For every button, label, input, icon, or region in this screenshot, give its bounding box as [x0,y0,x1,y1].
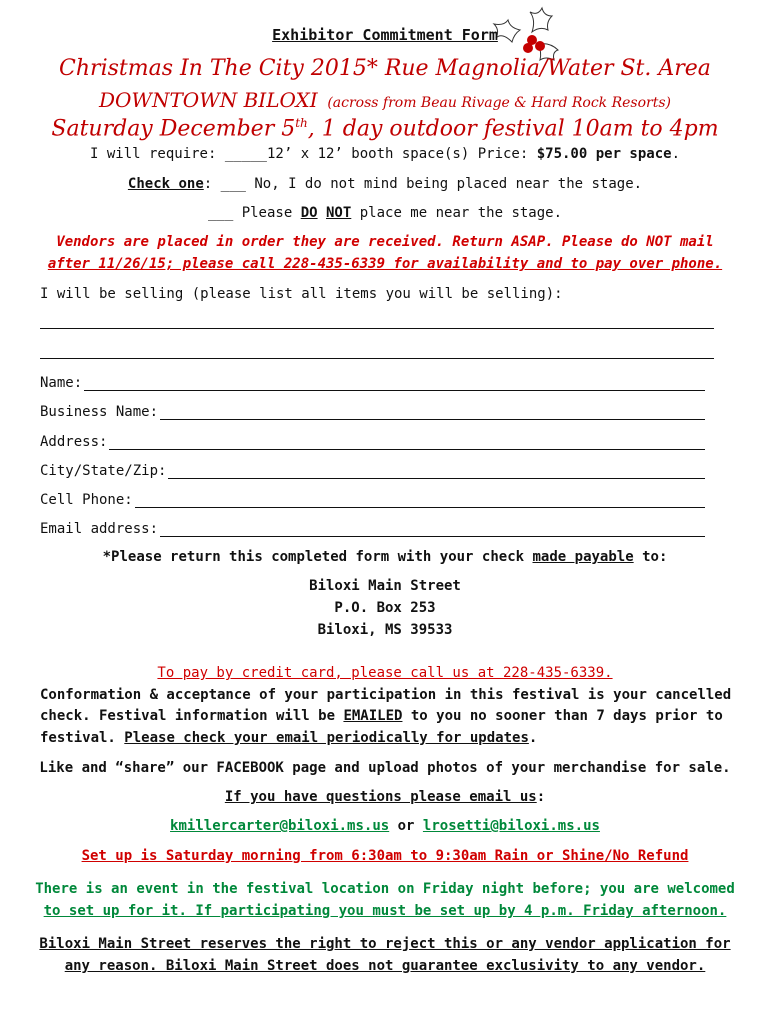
confirm-line-3 [40,730,730,746]
date-part-a: Saturday December 5 [51,116,296,142]
selling-line-1[interactable] [40,328,714,329]
selling-label: I will be selling (please list all items you will be selling): [40,286,563,302]
made-payable: made payable [532,549,634,565]
confirm-line-2 [40,708,730,724]
event-date [0,116,770,141]
email-rule[interactable] [160,522,705,537]
credit-card-notice: To pay by credit card, please call us at 228-435-6339. [157,665,613,681]
business-rule[interactable] [160,405,705,420]
emails-or: or [389,818,423,834]
updates-text: Please check your email periodically for updates [124,730,529,746]
cell-rule[interactable] [135,493,705,508]
opt2-text-b: place me near the stage. [351,205,563,221]
address-rule[interactable] [109,435,705,450]
name-rule[interactable] [84,376,705,391]
date-part-b: , 1 day outdoor festival 10am to 4pm [307,116,719,142]
address-line-3: Biloxi, MS 39533 [317,622,453,638]
selling-line-2[interactable] [40,358,714,359]
confirm-2b: to you no sooner than 7 days prior to [402,708,723,724]
city-state-zip-field[interactable] [40,461,705,479]
check-one-label: Check one [127,176,204,192]
booth-text-a: I will require: [89,146,225,162]
emailed-word: EMAILED [343,708,403,724]
business-label: Business Name: [40,404,159,420]
cell-phone-field[interactable] [40,490,705,508]
booth-count-blank[interactable]: _____ [224,146,267,162]
opt2-do: DO [300,205,318,221]
return-instruction [0,549,770,565]
event-location [0,88,770,112]
email-link-lrosetti[interactable]: lrosetti@biloxi.ms.us [422,818,600,834]
name-field[interactable] [40,373,705,391]
facebook-line: Like and “share” our FACEBOOK page and upload photos of your merchandise for sale. [39,760,731,776]
option-near-stage[interactable]: ___ No, I do not mind being placed near the stage. [220,176,643,192]
questions-colon: : [536,789,546,805]
confirm-3a: festival. [40,730,125,746]
email-link-kmillercarter[interactable]: kmillercarter@biloxi.ms.us [170,818,390,834]
name-label: Name: [40,375,83,391]
booth-price: $75.00 per space [536,146,672,162]
business-name-field[interactable] [40,402,705,420]
friday-line-1: There is an event in the festival location on Friday night before; you are welcomed [35,881,735,897]
option-not-near-stage[interactable] [0,205,770,221]
return-text-a: *Please return this completed form with your check [102,549,533,565]
across-label: (across from Beau Rivage & Hard Rock Resorts) [327,95,672,111]
setup-notice: Set up is Saturday morning from 6:30am to 9:30am Rain or Shine/No Refund [81,848,689,864]
check-one-colon: : [203,176,213,192]
booth-line [0,146,770,162]
confirm-2a: check. Festival information will be [40,708,344,724]
return-text-b: to: [633,549,668,565]
questions-line [0,789,770,805]
reserve-line-1: Biloxi Main Street reserves the right to reject this or any vendor application for [39,936,731,952]
email-field[interactable] [40,519,705,537]
friday-line-2: to set up for it. If participating you must be set up by 4 p.m. Friday afternoon. [43,903,727,919]
address-line-2: P.O. Box 253 [334,600,436,616]
date-sup: th [295,116,308,130]
contact-emails [0,818,770,834]
booth-text-b: 12’ x 12’ booth space(s) Price: [267,146,537,162]
booth-text-end: . [671,146,681,162]
downtown-label: DOWNTOWN BILOXI [98,88,318,112]
cell-label: Cell Phone: [40,492,133,508]
notice-line-1: Vendors are placed in order they are received. Return ASAP. Please do NOT mail [56,234,714,250]
questions-text: If you have questions please email us [224,789,537,805]
city-label: City/State/Zip: [40,463,167,479]
notice-line-2: after 11/26/15; please call 228-435-6339 for availability and to pay over phone. [47,256,723,272]
opt2-text-a: ___ Please [207,205,301,221]
confirm-line-1: Conformation & acceptance of your participation in this festival is your cancelled [40,687,732,703]
check-one-line [0,176,770,192]
reserve-line-2: any reason. Biloxi Main Street does not guarantee exclusivity to any vendor. [64,958,706,974]
address-field[interactable] [40,432,705,450]
address-line-1: Biloxi Main Street [309,578,461,594]
city-rule[interactable] [168,464,705,479]
opt2-not: NOT [326,205,352,221]
event-title: Christmas In The City 2015* Rue Magnolia/Water St. Area [59,56,711,81]
email-label: Email address: [40,521,159,537]
address-label: Address: [40,434,108,450]
form-title: Exhibitor Commitment Form [272,26,498,44]
confirm-3b: . [528,730,538,746]
